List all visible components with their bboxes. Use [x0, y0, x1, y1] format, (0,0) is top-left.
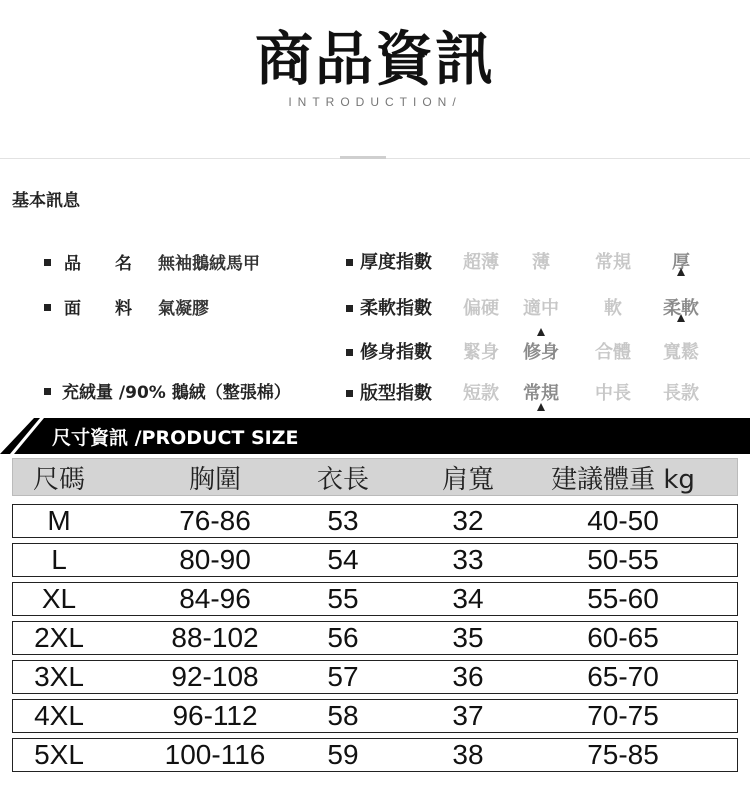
info-value-name: 無袖鵝絨馬甲 — [158, 254, 260, 274]
cell-chest: 100-116 — [164, 739, 266, 770]
cell-length: 58 — [327, 700, 359, 731]
header-weight: 建議體重 kg — [551, 464, 695, 495]
index-option: 常規 — [523, 383, 559, 404]
cell-chest: 96-112 — [172, 700, 258, 731]
cell-shoulder: 37 — [452, 700, 484, 731]
cell-shoulder: 38 — [452, 739, 484, 770]
index-option: 緊身 — [463, 342, 499, 363]
bullet-icon — [44, 304, 51, 311]
cell-shoulder: 33 — [452, 544, 484, 575]
cell-size: 5XL — [34, 739, 84, 770]
cell-size: L — [51, 544, 67, 575]
info-label-fabric: 面 料 — [64, 299, 132, 319]
cell-length: 53 — [327, 505, 359, 536]
bullet-icon — [346, 349, 353, 356]
index-label: 版型指數 — [360, 383, 432, 404]
cell-shoulder: 32 — [452, 505, 484, 536]
index-label: 厚度指數 — [360, 252, 432, 273]
cell-weight: 55-60 — [587, 583, 659, 614]
cell-weight: 70-75 — [587, 700, 659, 731]
selected-marker-icon — [677, 314, 685, 322]
info-label-name: 品 名 — [64, 254, 132, 274]
selected-marker-icon — [537, 403, 545, 411]
index-option: 適中 — [523, 298, 559, 319]
index-option: 合體 — [595, 342, 631, 363]
bar-slash-icon — [0, 418, 44, 454]
bullet-icon — [44, 388, 51, 395]
page-subtitle: INTRODUCTION/ — [288, 95, 462, 109]
cell-chest: 84-96 — [179, 583, 251, 614]
cell-chest: 76-86 — [179, 505, 251, 536]
selected-marker-icon — [677, 268, 685, 276]
table-row — [12, 738, 738, 772]
bullet-icon — [346, 305, 353, 312]
cell-length: 59 — [327, 739, 359, 770]
cell-size: 2XL — [34, 622, 84, 653]
info-value-fabric: 氣凝膠 — [158, 299, 209, 319]
cell-shoulder: 34 — [452, 583, 484, 614]
table-row — [12, 543, 738, 577]
cell-shoulder: 36 — [452, 661, 484, 692]
cell-weight: 65-70 — [587, 661, 659, 692]
index-option: 厚 — [672, 252, 690, 273]
cell-length: 55 — [327, 583, 359, 614]
basic-info-heading: 基本訊息 — [12, 191, 80, 211]
index-option: 修身 — [523, 342, 559, 363]
index-label: 柔軟指數 — [360, 298, 432, 319]
cell-shoulder: 35 — [452, 622, 484, 653]
bullet-icon — [346, 390, 353, 397]
index-option: 超薄 — [463, 252, 499, 273]
cell-chest: 92-108 — [171, 661, 259, 692]
table-row — [12, 699, 738, 733]
index-option: 軟 — [604, 298, 622, 319]
page-title: 商品資訊 — [254, 25, 495, 93]
index-option: 常規 — [595, 252, 631, 273]
index-option: 中長 — [595, 383, 631, 404]
info-label-fill: 充絨量 /90% 鵝絨（整張棉） — [62, 383, 291, 403]
header-length: 衣長 — [316, 464, 369, 495]
cell-weight: 50-55 — [587, 544, 659, 575]
table-header-row — [12, 458, 738, 496]
size-section-title: 尺寸資訊 /PRODUCT SIZE — [52, 427, 299, 449]
divider-accent — [340, 156, 386, 159]
cell-weight: 75-85 — [587, 739, 659, 770]
header-chest: 胸圍 — [188, 464, 241, 495]
cell-length: 56 — [327, 622, 359, 653]
cell-size: 4XL — [34, 700, 84, 731]
index-option: 短款 — [463, 383, 499, 404]
index-option: 薄 — [532, 252, 550, 273]
table-row — [12, 582, 738, 616]
cell-chest: 80-90 — [179, 544, 251, 575]
bullet-icon — [44, 259, 51, 266]
index-option: 柔軟 — [663, 298, 699, 319]
cell-size: M — [47, 505, 71, 536]
index-option: 寬鬆 — [663, 342, 699, 363]
cell-weight: 40-50 — [587, 505, 659, 536]
cell-chest: 88-102 — [171, 622, 259, 653]
cell-length: 54 — [327, 544, 359, 575]
cell-length: 57 — [327, 661, 359, 692]
table-row — [12, 621, 738, 655]
cell-size: XL — [41, 583, 77, 614]
header-shoulder: 肩寬 — [441, 464, 494, 495]
selected-marker-icon — [537, 328, 545, 336]
cell-weight: 60-65 — [587, 622, 659, 653]
index-option: 偏硬 — [463, 298, 499, 319]
table-row — [12, 660, 738, 694]
index-option: 長款 — [663, 383, 699, 404]
bullet-icon — [346, 259, 353, 266]
cell-size: 3XL — [34, 661, 84, 692]
index-label: 修身指數 — [360, 342, 432, 363]
header-size: 尺碼 — [32, 464, 85, 495]
table-row — [12, 504, 738, 538]
